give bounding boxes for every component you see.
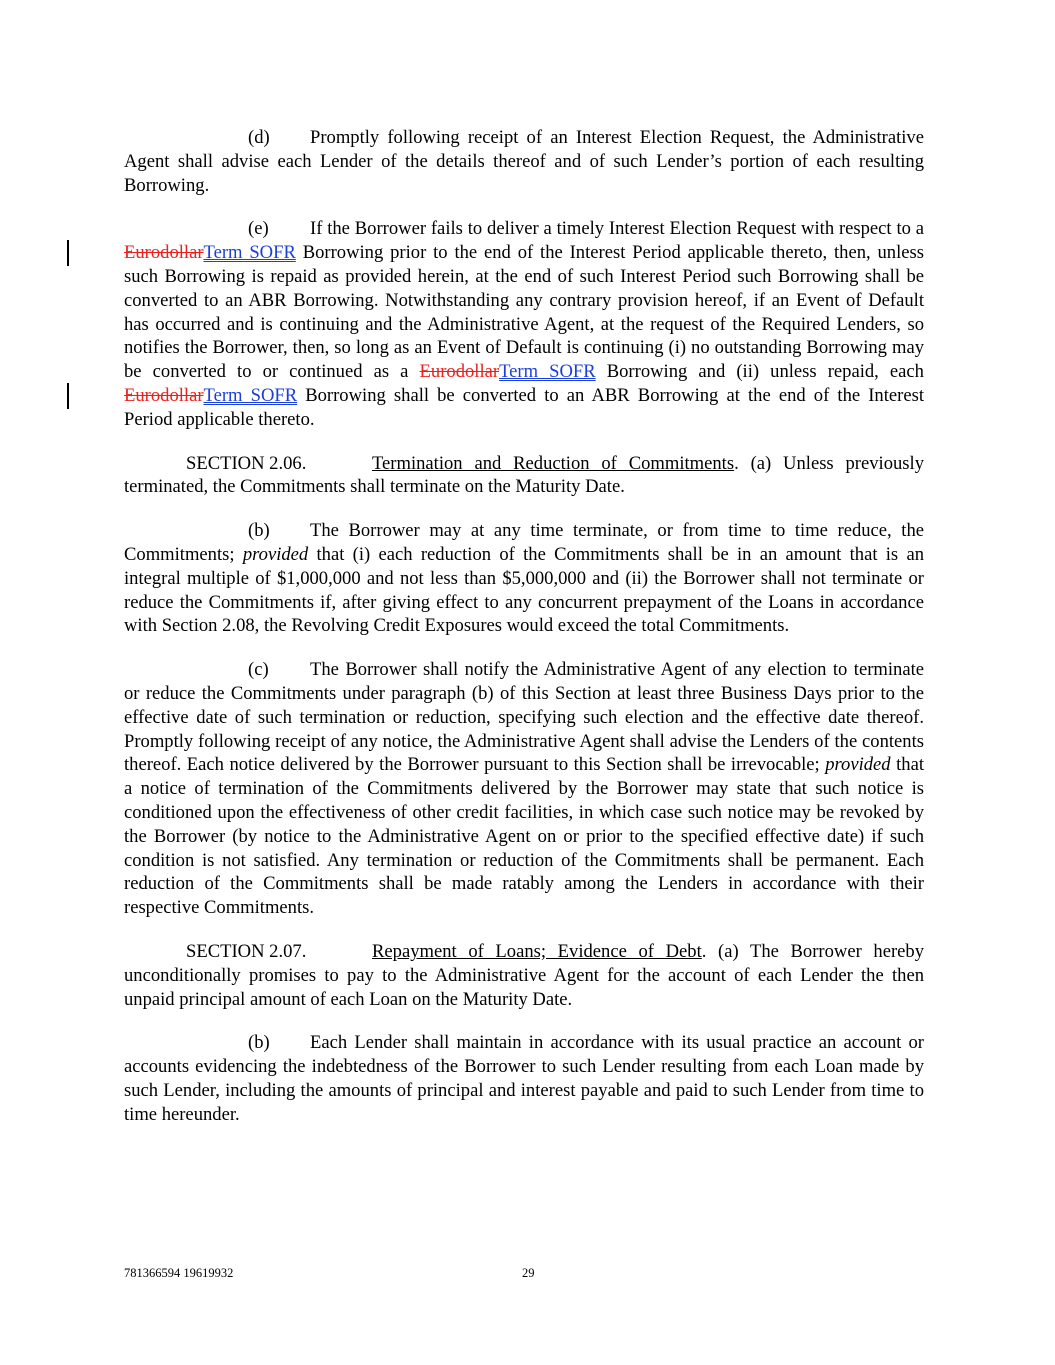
paragraph-text: that a notice of termination of the Commitments delivered by the Borrower may state that such notice is conditioned upon the effectiveness of other credit facilities, in which case such notice may be revoked by the Borrower (by notice to the Administrative Agent on or prior to the specified effective date) if such condition is not satisfied. Any termination or reduction of the Commitments shall be permanent. Each reduction of the Commitments shall be made ratably among the Lenders in accordance with their respective Commitments. (124, 754, 924, 919)
paragraph-2-06-b (124, 519, 924, 638)
paragraph-text: The Borrower may at any time terminate, or from time to time reduce, the Commitments; (124, 520, 924, 565)
paragraph-label: (e) (248, 218, 269, 240)
change-bar (67, 240, 69, 266)
paragraph-text: that (i) each reduction of the Commitments shall be in an amount that is an integral multiple of $1,000,000 and not less than $5,000,000 and (ii) the Borrower shall not terminate or reduce the Commitments if, after giving effect to any concurrent prepayment of the Loans in accordance with Section 2.08, the Revolving Credit Exposures would exceed the total Commitments. (124, 543, 925, 637)
section-number: SECTION 2.07. (186, 940, 307, 962)
section-2-06 (124, 452, 924, 500)
paragraph-text: The Borrower shall notify the Administrative Agent of any election to terminate or reduce the Commitments under paragraph (b) of this Section at least three Business Days prior to the effective date of such termination or reduction, specifying such election and the effective date thereof. Promptly following receipt of any notice, the Administrative Agent shall advise the Lenders of the contents thereof. Each notice delivered by the Borrower pursuant to this Section shall be irrevocable; (124, 659, 924, 776)
paragraph-2-07-b (124, 1031, 924, 1126)
paragraph-e (124, 217, 924, 431)
footer-doc-id: 781366594 19619932 (124, 1266, 234, 1280)
paragraph-d (124, 126, 924, 197)
paragraph-2-06-c (124, 658, 924, 920)
paragraph-text: . (a) Unless previously terminated, the Commitments shall terminate on the Maturity Date. (124, 452, 924, 498)
italic-term: provided (242, 543, 309, 565)
paragraph-label: (d) (248, 127, 270, 148)
paragraph-label: (c) (248, 659, 269, 681)
section-number: SECTION 2.06. (186, 452, 307, 474)
inserted-text: Term SOFR (203, 384, 298, 406)
deleted-text: Eurodollar (419, 361, 500, 383)
paragraph-text: Borrowing and (ii) unless repaid, each (595, 361, 924, 383)
paragraph-text: If the Borrower fails to deliver a timely Interest Election Request with respect to a (310, 218, 924, 240)
inserted-text: Term SOFR (203, 242, 296, 264)
paragraph-text: Borrowing shall be converted to an ABR Borrowing at the end of the Interest Period applicable thereto. (124, 384, 924, 430)
document-page (124, 126, 924, 1146)
section-2-07 (124, 940, 924, 1011)
paragraph-label: (b) (248, 1032, 270, 1054)
footer-page-number: 29 (522, 1266, 535, 1280)
paragraph-text: . (a) The Borrower hereby unconditionally promises to pay to the Administrative Agent for the account of each Lender the then unpaid principal amount of each Loan on the Maturity Date. (124, 940, 925, 1010)
paragraph-text: Promptly following receipt of an Interest Election Request, the Administrative Agent shall advise each Lender of the details thereof and of such Lender’s portion of each resulting Borrowing. (124, 127, 924, 196)
paragraph-text: Each Lender shall maintain in accordance with its usual practice an account or accounts evidencing the indebtedness of the Borrower to such Lender resulting from each Loan made by such Lender, including the amounts of principal and interest payable and paid to such Lender from time to time hereunder. (124, 1032, 924, 1125)
section-title: Repayment of Loans; Evidence of Debt (372, 940, 702, 962)
paragraph-text: Borrowing prior to the end of the Interest Period applicable thereto, then, unless such Borrowing is repaid as provided herein, at the end of such Interest Period such Borrowing shall be converted to an ABR Borrowing. Notwithstanding any contrary provision hereof, if an Event of Default has occurred and is continuing and the Administrative Agent, at the request of the Required Lenders, so notifies the Borrower, then, so long as an Event of Default is continuing (i) no outstanding Borrowing may be converted to or continued as a (124, 242, 924, 383)
change-bar (67, 383, 69, 409)
deleted-text: Eurodollar (124, 242, 204, 264)
deleted-text: Eurodollar (124, 384, 204, 406)
paragraph-label: (b) (248, 520, 270, 542)
section-title: Termination and Reduction of Commitments (372, 452, 735, 474)
italic-term: provided (825, 754, 891, 776)
inserted-text: Term SOFR (499, 361, 596, 383)
